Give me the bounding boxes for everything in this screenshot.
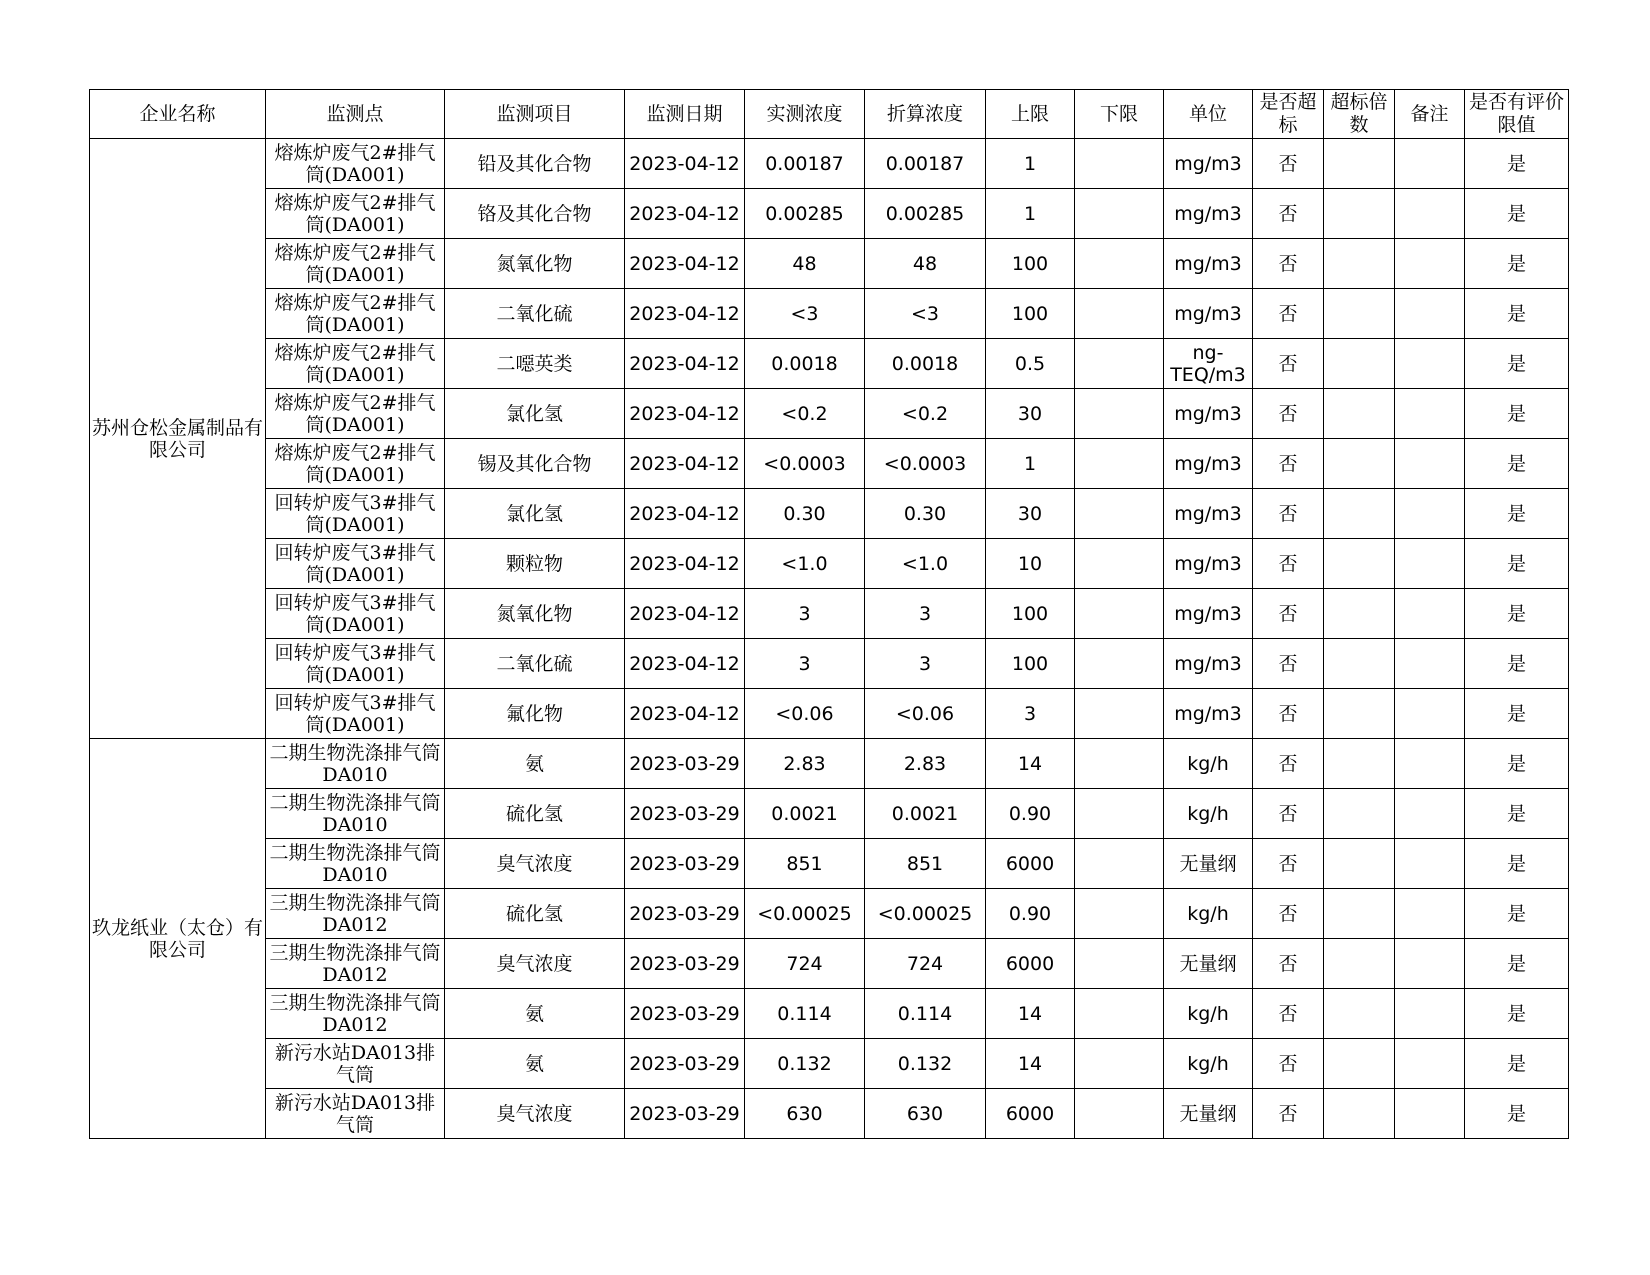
cell-exceeded: 否 <box>1253 539 1324 589</box>
cell-date: 2023-04-12 <box>625 339 745 389</box>
cell-upper: 1 <box>986 189 1075 239</box>
cell-converted: 0.132 <box>865 1039 986 1089</box>
cell-date: 2023-04-12 <box>625 539 745 589</box>
cell-multiple <box>1324 889 1395 939</box>
cell-converted: <0.0003 <box>865 439 986 489</box>
cell-has-limit: 是 <box>1465 339 1569 389</box>
table-row <box>90 489 1569 539</box>
cell-remark <box>1395 1089 1465 1139</box>
cell-item: 硫化氢 <box>445 789 625 839</box>
cell-item: 锡及其化合物 <box>445 439 625 489</box>
cell-measured: 3 <box>745 589 865 639</box>
cell-unit: mg/m3 <box>1164 489 1253 539</box>
cell-item: 臭气浓度 <box>445 1089 625 1139</box>
header-lower: 下限 <box>1075 90 1164 139</box>
cell-exceeded: 否 <box>1253 989 1324 1039</box>
cell-multiple <box>1324 489 1395 539</box>
table-row <box>90 689 1569 739</box>
cell-date: 2023-03-29 <box>625 1039 745 1089</box>
cell-multiple <box>1324 1089 1395 1139</box>
cell-item: 硫化氢 <box>445 889 625 939</box>
cell-multiple <box>1324 239 1395 289</box>
header-remark: 备注 <box>1395 90 1465 139</box>
cell-measured: 0.00187 <box>745 139 865 189</box>
cell-converted: <0.2 <box>865 389 986 439</box>
header-company: 企业名称 <box>90 90 266 139</box>
cell-has-limit: 是 <box>1465 1039 1569 1089</box>
cell-converted: 851 <box>865 839 986 889</box>
table-row <box>90 739 1569 789</box>
cell-item: 氨 <box>445 989 625 1039</box>
cell-upper: 14 <box>986 1039 1075 1089</box>
cell-remark <box>1395 889 1465 939</box>
cell-site: 熔炼炉废气2#排气筒(DA001) <box>266 239 445 289</box>
cell-unit: mg/m3 <box>1164 189 1253 239</box>
cell-has-limit: 是 <box>1465 639 1569 689</box>
cell-measured: <0.00025 <box>745 889 865 939</box>
cell-item: 颗粒物 <box>445 539 625 589</box>
cell-converted: 0.0021 <box>865 789 986 839</box>
cell-exceeded: 否 <box>1253 839 1324 889</box>
cell-item: 铬及其化合物 <box>445 189 625 239</box>
cell-site: 回转炉废气3#排气筒(DA001) <box>266 589 445 639</box>
cell-converted: 3 <box>865 589 986 639</box>
cell-has-limit: 是 <box>1465 589 1569 639</box>
cell-site: 回转炉废气3#排气筒(DA001) <box>266 539 445 589</box>
cell-lower <box>1075 239 1164 289</box>
cell-site: 三期生物洗涤排气筒DA012 <box>266 989 445 1039</box>
cell-date: 2023-04-12 <box>625 589 745 639</box>
cell-upper: 6000 <box>986 939 1075 989</box>
cell-site: 回转炉废气3#排气筒(DA001) <box>266 489 445 539</box>
cell-remark <box>1395 639 1465 689</box>
table-row <box>90 289 1569 339</box>
cell-lower <box>1075 789 1164 839</box>
cell-has-limit: 是 <box>1465 939 1569 989</box>
table-row <box>90 639 1569 689</box>
cell-multiple <box>1324 339 1395 389</box>
table-row <box>90 389 1569 439</box>
cell-converted: <0.00025 <box>865 889 986 939</box>
cell-site: 熔炼炉废气2#排气筒(DA001) <box>266 139 445 189</box>
cell-measured: 3 <box>745 639 865 689</box>
header-exceeded: 是否超标 <box>1253 90 1324 139</box>
cell-has-limit: 是 <box>1465 739 1569 789</box>
cell-upper: 30 <box>986 389 1075 439</box>
cell-measured: 0.00285 <box>745 189 865 239</box>
cell-multiple <box>1324 839 1395 889</box>
cell-measured: 0.114 <box>745 989 865 1039</box>
cell-item: 铅及其化合物 <box>445 139 625 189</box>
header-multiple: 超标倍数 <box>1324 90 1395 139</box>
cell-lower <box>1075 989 1164 1039</box>
cell-upper: 0.90 <box>986 789 1075 839</box>
cell-upper: 100 <box>986 589 1075 639</box>
cell-site: 熔炼炉废气2#排气筒(DA001) <box>266 189 445 239</box>
header-converted: 折算浓度 <box>865 90 986 139</box>
cell-measured: 48 <box>745 239 865 289</box>
cell-exceeded: 否 <box>1253 739 1324 789</box>
cell-exceeded: 否 <box>1253 439 1324 489</box>
cell-date: 2023-03-29 <box>625 789 745 839</box>
cell-date: 2023-04-12 <box>625 689 745 739</box>
cell-lower <box>1075 1039 1164 1089</box>
cell-site: 熔炼炉废气2#排气筒(DA001) <box>266 289 445 339</box>
cell-multiple <box>1324 539 1395 589</box>
cell-multiple <box>1324 139 1395 189</box>
cell-has-limit: 是 <box>1465 989 1569 1039</box>
cell-lower <box>1075 639 1164 689</box>
table-row <box>90 1089 1569 1139</box>
cell-unit: 无量纲 <box>1164 1089 1253 1139</box>
cell-site: 新污水站DA013排气筒 <box>266 1089 445 1139</box>
cell-converted: <1.0 <box>865 539 986 589</box>
cell-site: 三期生物洗涤排气筒DA012 <box>266 939 445 989</box>
cell-upper: 100 <box>986 239 1075 289</box>
cell-exceeded: 否 <box>1253 639 1324 689</box>
cell-has-limit: 是 <box>1465 139 1569 189</box>
header-measured: 实测浓度 <box>745 90 865 139</box>
cell-date: 2023-03-29 <box>625 939 745 989</box>
cell-unit: kg/h <box>1164 989 1253 1039</box>
cell-multiple <box>1324 639 1395 689</box>
table-header <box>90 90 1569 139</box>
cell-has-limit: 是 <box>1465 1089 1569 1139</box>
cell-multiple <box>1324 739 1395 789</box>
cell-converted: 3 <box>865 639 986 689</box>
table-row <box>90 539 1569 589</box>
cell-date: 2023-04-12 <box>625 639 745 689</box>
cell-has-limit: 是 <box>1465 289 1569 339</box>
cell-remark <box>1395 989 1465 1039</box>
cell-site: 熔炼炉废气2#排气筒(DA001) <box>266 389 445 439</box>
cell-lower <box>1075 1089 1164 1139</box>
cell-exceeded: 否 <box>1253 689 1324 739</box>
cell-has-limit: 是 <box>1465 789 1569 839</box>
cell-company: 玖龙纸业（太仓）有限公司 <box>90 739 266 1139</box>
cell-measured: 0.0018 <box>745 339 865 389</box>
table-row <box>90 139 1569 189</box>
cell-exceeded: 否 <box>1253 1089 1324 1139</box>
cell-exceeded: 否 <box>1253 939 1324 989</box>
cell-measured: 0.132 <box>745 1039 865 1089</box>
cell-remark <box>1395 1039 1465 1089</box>
cell-unit: mg/m3 <box>1164 139 1253 189</box>
cell-multiple <box>1324 589 1395 639</box>
table-row <box>90 1039 1569 1089</box>
table-row <box>90 989 1569 1039</box>
cell-unit: kg/h <box>1164 889 1253 939</box>
cell-upper: 3 <box>986 689 1075 739</box>
cell-converted: 630 <box>865 1089 986 1139</box>
cell-unit: mg/m3 <box>1164 539 1253 589</box>
cell-item: 氨 <box>445 739 625 789</box>
cell-remark <box>1395 189 1465 239</box>
cell-site: 二期生物洗涤排气筒DA010 <box>266 789 445 839</box>
cell-has-limit: 是 <box>1465 489 1569 539</box>
cell-unit: 无量纲 <box>1164 939 1253 989</box>
cell-measured: 630 <box>745 1089 865 1139</box>
cell-site: 熔炼炉废气2#排气筒(DA001) <box>266 439 445 489</box>
cell-lower <box>1075 439 1164 489</box>
cell-date: 2023-04-12 <box>625 139 745 189</box>
cell-upper: 6000 <box>986 839 1075 889</box>
cell-remark <box>1395 139 1465 189</box>
cell-remark <box>1395 289 1465 339</box>
cell-converted: 0.00285 <box>865 189 986 239</box>
cell-upper: 14 <box>986 739 1075 789</box>
cell-lower <box>1075 389 1164 439</box>
cell-remark <box>1395 739 1465 789</box>
cell-converted: <0.06 <box>865 689 986 739</box>
cell-measured: <0.0003 <box>745 439 865 489</box>
cell-lower <box>1075 289 1164 339</box>
cell-exceeded: 否 <box>1253 1039 1324 1089</box>
cell-measured: <0.06 <box>745 689 865 739</box>
cell-unit: mg/m3 <box>1164 439 1253 489</box>
cell-item: 臭气浓度 <box>445 839 625 889</box>
cell-measured: <3 <box>745 289 865 339</box>
cell-date: 2023-03-29 <box>625 989 745 1039</box>
cell-exceeded: 否 <box>1253 489 1324 539</box>
cell-remark <box>1395 939 1465 989</box>
table-row <box>90 239 1569 289</box>
cell-lower <box>1075 539 1164 589</box>
cell-upper: 14 <box>986 989 1075 1039</box>
cell-unit: kg/h <box>1164 739 1253 789</box>
table-row <box>90 839 1569 889</box>
table-row <box>90 439 1569 489</box>
cell-lower <box>1075 689 1164 739</box>
cell-site: 熔炼炉废气2#排气筒(DA001) <box>266 339 445 389</box>
cell-remark <box>1395 389 1465 439</box>
cell-remark <box>1395 439 1465 489</box>
cell-converted: 724 <box>865 939 986 989</box>
cell-remark <box>1395 539 1465 589</box>
cell-exceeded: 否 <box>1253 389 1324 439</box>
cell-unit: mg/m3 <box>1164 289 1253 339</box>
cell-multiple <box>1324 439 1395 489</box>
cell-multiple <box>1324 789 1395 839</box>
cell-exceeded: 否 <box>1253 889 1324 939</box>
header-unit: 单位 <box>1164 90 1253 139</box>
table-row <box>90 939 1569 989</box>
cell-multiple <box>1324 389 1395 439</box>
cell-has-limit: 是 <box>1465 539 1569 589</box>
cell-converted: 0.00187 <box>865 139 986 189</box>
cell-upper: 0.5 <box>986 339 1075 389</box>
header-site: 监测点 <box>266 90 445 139</box>
cell-unit: mg/m3 <box>1164 389 1253 439</box>
cell-site: 三期生物洗涤排气筒DA012 <box>266 889 445 939</box>
cell-lower <box>1075 489 1164 539</box>
cell-has-limit: 是 <box>1465 689 1569 739</box>
cell-item: 氯化氢 <box>445 389 625 439</box>
cell-converted: 48 <box>865 239 986 289</box>
monitoring-table <box>89 89 1569 1139</box>
cell-has-limit: 是 <box>1465 439 1569 489</box>
cell-upper: 6000 <box>986 1089 1075 1139</box>
cell-date: 2023-04-12 <box>625 489 745 539</box>
cell-unit: mg/m3 <box>1164 239 1253 289</box>
cell-item: 氮氧化物 <box>445 589 625 639</box>
header-date: 监测日期 <box>625 90 745 139</box>
cell-measured: 851 <box>745 839 865 889</box>
cell-upper: 30 <box>986 489 1075 539</box>
cell-upper: 100 <box>986 639 1075 689</box>
cell-multiple <box>1324 989 1395 1039</box>
cell-date: 2023-03-29 <box>625 839 745 889</box>
cell-unit: mg/m3 <box>1164 589 1253 639</box>
cell-has-limit: 是 <box>1465 239 1569 289</box>
cell-exceeded: 否 <box>1253 589 1324 639</box>
cell-measured: 2.83 <box>745 739 865 789</box>
header-item: 监测项目 <box>445 90 625 139</box>
cell-item: 氟化物 <box>445 689 625 739</box>
cell-has-limit: 是 <box>1465 889 1569 939</box>
cell-converted: 0.30 <box>865 489 986 539</box>
cell-upper: 1 <box>986 439 1075 489</box>
cell-measured: 0.30 <box>745 489 865 539</box>
cell-lower <box>1075 839 1164 889</box>
cell-has-limit: 是 <box>1465 389 1569 439</box>
table-body <box>90 139 1569 1139</box>
cell-exceeded: 否 <box>1253 339 1324 389</box>
cell-remark <box>1395 689 1465 739</box>
cell-remark <box>1395 339 1465 389</box>
cell-item: 二氧化硫 <box>445 289 625 339</box>
cell-multiple <box>1324 289 1395 339</box>
cell-converted: 2.83 <box>865 739 986 789</box>
cell-date: 2023-04-12 <box>625 439 745 489</box>
cell-has-limit: 是 <box>1465 839 1569 889</box>
table-row <box>90 889 1569 939</box>
cell-date: 2023-04-12 <box>625 389 745 439</box>
cell-site: 新污水站DA013排气筒 <box>266 1039 445 1089</box>
header-upper: 上限 <box>986 90 1075 139</box>
cell-item: 臭气浓度 <box>445 939 625 989</box>
cell-remark <box>1395 789 1465 839</box>
cell-lower <box>1075 139 1164 189</box>
table-row <box>90 589 1569 639</box>
header-has-limit: 是否有评价限值 <box>1465 90 1569 139</box>
cell-remark <box>1395 239 1465 289</box>
cell-lower <box>1075 739 1164 789</box>
cell-remark <box>1395 589 1465 639</box>
cell-lower <box>1075 189 1164 239</box>
cell-site: 二期生物洗涤排气筒DA010 <box>266 739 445 789</box>
cell-measured: 724 <box>745 939 865 989</box>
cell-item: 氨 <box>445 1039 625 1089</box>
cell-remark <box>1395 489 1465 539</box>
cell-item: 氯化氢 <box>445 489 625 539</box>
cell-measured: <0.2 <box>745 389 865 439</box>
cell-site: 二期生物洗涤排气筒DA010 <box>266 839 445 889</box>
cell-lower <box>1075 939 1164 989</box>
cell-multiple <box>1324 189 1395 239</box>
cell-converted: 0.0018 <box>865 339 986 389</box>
cell-exceeded: 否 <box>1253 239 1324 289</box>
cell-remark <box>1395 839 1465 889</box>
cell-converted: 0.114 <box>865 989 986 1039</box>
cell-lower <box>1075 889 1164 939</box>
cell-exceeded: 否 <box>1253 289 1324 339</box>
cell-site: 回转炉废气3#排气筒(DA001) <box>266 689 445 739</box>
cell-multiple <box>1324 1039 1395 1089</box>
cell-multiple <box>1324 939 1395 989</box>
cell-upper: 100 <box>986 289 1075 339</box>
table-row <box>90 339 1569 389</box>
cell-exceeded: 否 <box>1253 139 1324 189</box>
cell-item: 二氧化硫 <box>445 639 625 689</box>
cell-multiple <box>1324 689 1395 739</box>
cell-exceeded: 否 <box>1253 189 1324 239</box>
cell-date: 2023-04-12 <box>625 189 745 239</box>
cell-unit: mg/m3 <box>1164 639 1253 689</box>
cell-company: 苏州仓松金属制品有限公司 <box>90 139 266 739</box>
cell-has-limit: 是 <box>1465 189 1569 239</box>
cell-item: 氮氧化物 <box>445 239 625 289</box>
cell-exceeded: 否 <box>1253 789 1324 839</box>
cell-date: 2023-03-29 <box>625 889 745 939</box>
cell-site: 回转炉废气3#排气筒(DA001) <box>266 639 445 689</box>
cell-unit: 无量纲 <box>1164 839 1253 889</box>
cell-date: 2023-04-12 <box>625 239 745 289</box>
cell-unit: ng-TEQ/m3 <box>1164 339 1253 389</box>
cell-converted: <3 <box>865 289 986 339</box>
cell-date: 2023-04-12 <box>625 289 745 339</box>
table-row <box>90 189 1569 239</box>
header-row <box>90 90 1569 139</box>
cell-upper: 1 <box>986 139 1075 189</box>
cell-unit: mg/m3 <box>1164 689 1253 739</box>
cell-date: 2023-03-29 <box>625 1089 745 1139</box>
cell-unit: kg/h <box>1164 1039 1253 1089</box>
cell-upper: 0.90 <box>986 889 1075 939</box>
cell-unit: kg/h <box>1164 789 1253 839</box>
cell-date: 2023-03-29 <box>625 739 745 789</box>
table-row <box>90 789 1569 839</box>
cell-lower <box>1075 589 1164 639</box>
cell-measured: 0.0021 <box>745 789 865 839</box>
cell-item: 二噁英类 <box>445 339 625 389</box>
cell-measured: <1.0 <box>745 539 865 589</box>
cell-lower <box>1075 339 1164 389</box>
cell-upper: 10 <box>986 539 1075 589</box>
